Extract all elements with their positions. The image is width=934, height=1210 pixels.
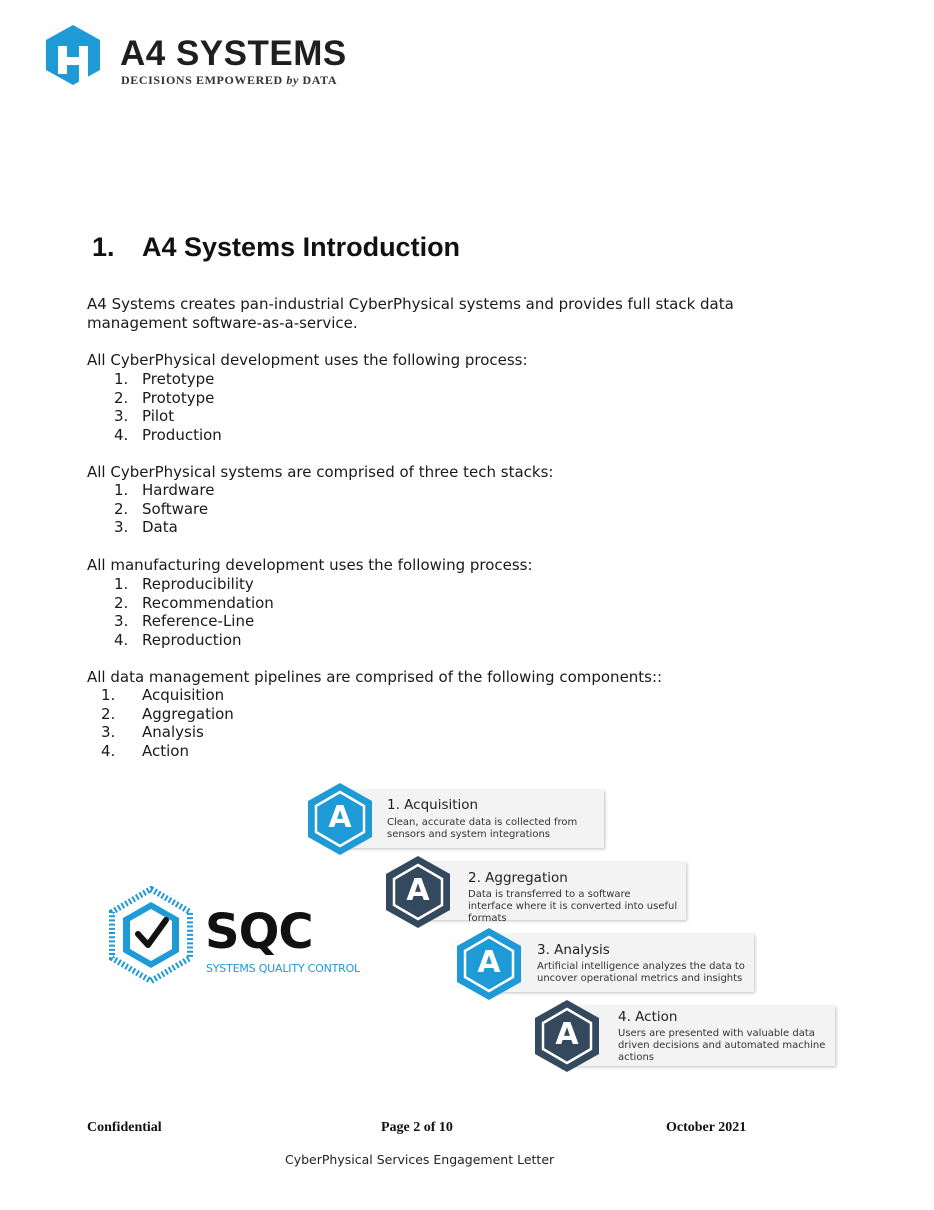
- manufacturing-list: [87, 575, 274, 650]
- footer-page-number: Page 2 of 10: [381, 1120, 453, 1135]
- list-item: 1. Reproducibility: [114, 575, 254, 593]
- list-item: 3. Data: [114, 518, 178, 537]
- list-item: 4. Production: [114, 426, 222, 445]
- stacks-list: [87, 481, 214, 537]
- brand-tagline: DECISIONS EMPOWERED by DATA: [121, 73, 338, 87]
- sqc-wordmark: SQC: [205, 904, 313, 960]
- sqc-badge-icon: [108, 886, 194, 984]
- list-item: 1. Hardware: [114, 481, 215, 499]
- manufacturing-lead: All manufacturing development uses the following process:: [87, 556, 533, 574]
- footer-date: October 2021: [666, 1120, 747, 1135]
- section-title: A4 Systems Introduction: [142, 232, 461, 262]
- list-item: 2. Aggregation: [101, 704, 234, 723]
- step-description: Data is transferred to a software interface where it is converted into useful formats: [468, 889, 678, 924]
- step-description: Artificial intelligence analyzes the data to uncover operational metrics and insights: [537, 961, 745, 984]
- list-item: 3. Reference-Line: [114, 612, 255, 631]
- step-title: 2. Aggregation: [468, 870, 568, 886]
- step-title: 1. Acquisition: [387, 797, 479, 813]
- list-item: 1. Acquisition: [101, 686, 225, 704]
- sqc-subtitle: SYSTEMS QUALITY CONTROL: [206, 962, 360, 975]
- brand-name: A4 SYSTEMS: [120, 34, 347, 73]
- list-item: 2. Recommendation: [114, 593, 274, 612]
- step-description: Clean, accurate data is collected from sensors and system integrations: [387, 817, 578, 840]
- intro-paragraph: A4 Systems creates pan-industrial CyberPhysical systems and provides full stack data management software-as-a-service.: [87, 295, 734, 332]
- list-item: 4. Action: [101, 742, 189, 761]
- step-description: Users are presented with valuable data driven decisions and automated machine actions: [618, 1028, 826, 1063]
- section-heading: [92, 232, 460, 263]
- list-item: 2. Software: [114, 499, 209, 518]
- section-number: 1.: [92, 232, 115, 262]
- stacks-lead: All CyberPhysical systems are comprised of three tech stacks:: [87, 463, 554, 481]
- process-lead: All CyberPhysical development uses the following process:: [87, 351, 528, 369]
- list-item: 1. Pretotype: [114, 370, 215, 388]
- step-letter: A: [555, 1017, 579, 1052]
- list-item: 3. Analysis: [101, 723, 204, 742]
- list-item: 2. Prototype: [114, 388, 215, 407]
- step-letter: A: [406, 873, 430, 908]
- process-list: [87, 370, 222, 445]
- list-item: 4. Reproduction: [114, 631, 242, 650]
- step-letter: A: [328, 800, 352, 835]
- footer-document-title: CyberPhysical Services Engagement Letter: [285, 1152, 555, 1167]
- step-title: 3. Analysis: [537, 942, 610, 958]
- a4-logo-icon: [44, 24, 102, 86]
- pipelines-lead: All data management pipelines are comprised of the following components::: [87, 668, 663, 686]
- step-title: 4. Action: [618, 1009, 678, 1025]
- footer-confidential: Confidential: [87, 1120, 162, 1135]
- list-item: 3. Pilot: [114, 407, 175, 426]
- step-letter: A: [477, 945, 501, 980]
- pipelines-list: [87, 686, 234, 761]
